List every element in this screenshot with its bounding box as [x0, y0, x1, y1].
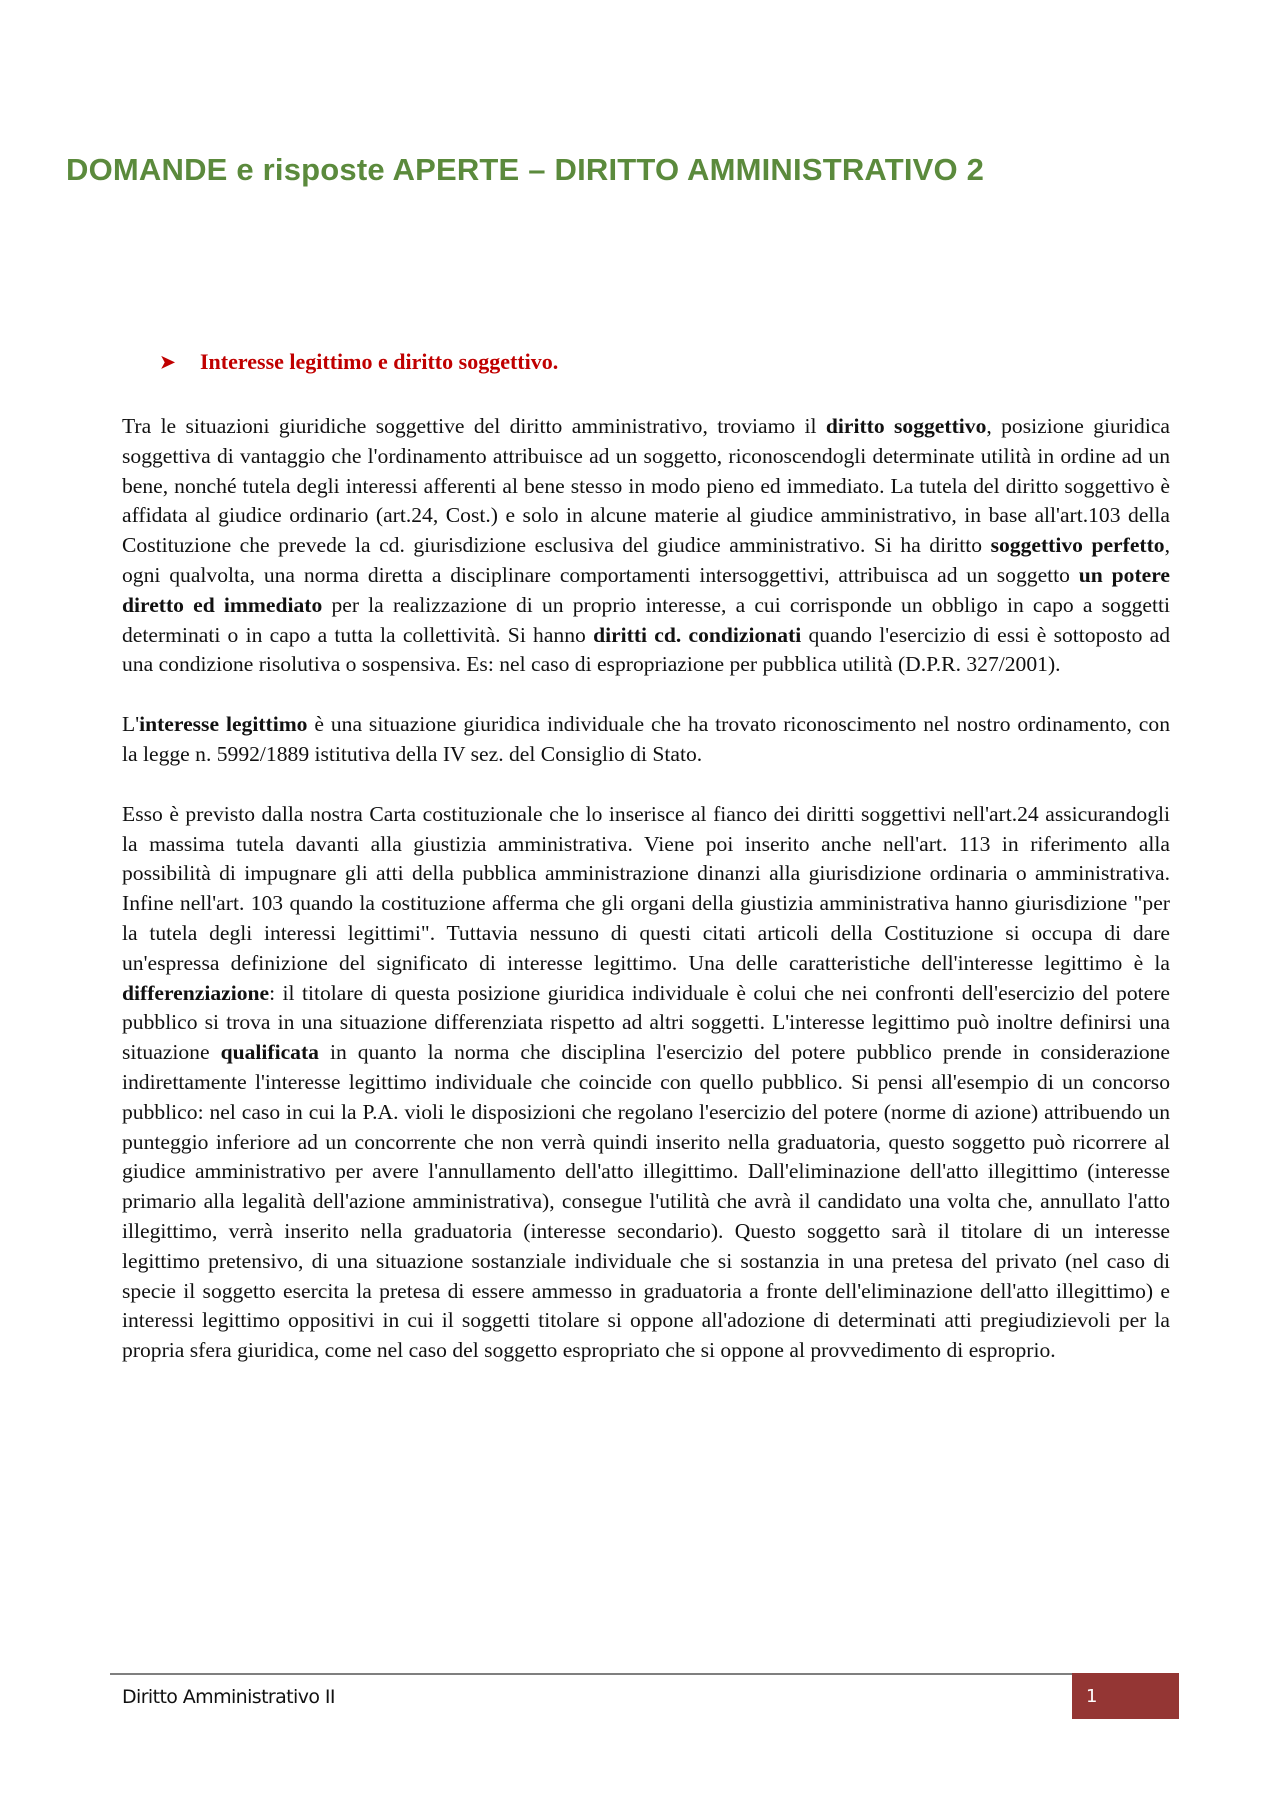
- bold-term: qualificata: [220, 1040, 319, 1065]
- bold-term: interesse legittimo: [139, 712, 308, 737]
- text-run: è una situazione giuridica individuale che ha trovato riconoscimento nel nostro ordinamento, con la legge n. 5992/1889 istitutiva della IV sez. del Consiglio di Stato.: [122, 712, 1170, 766]
- paragraph: [122, 800, 1170, 1366]
- text-run: per la realizzazione di un proprio interesse, a cui corrisponde un obbligo in capo a soggetti determinati o in capo a tutta la collettività. Si hanno: [122, 592, 1170, 647]
- footer-divider: [110, 1673, 1072, 1675]
- text-run: quando l'esercizio di essi è sottoposto ad una condizione risolutiva o sospensiva. Es: nel caso di espropriazione per pubblica utilità (D.P.R. 327/2001).: [122, 622, 1170, 677]
- page-number: 1: [1072, 1673, 1179, 1719]
- bold-term: un potere diretto ed immediato: [122, 562, 1170, 617]
- text-run: in quanto la norma che disciplina l'esercizio del potere pubblico prende in considerazione indirettamente l'interesse legittimo individuale che coincide con quello pubblico. Si pensi all'esempio di un concorso pubblico: nel caso in cui la P.A. violi le disposizioni che regolano l'esercizio del potere (norme di azione) attribuendo un punteggio inferiore ad un concorrente che non verrà quindi inserito nella graduatoria, questo soggetto può ricorrere al giudice amministrativo per avere l'annullamento dell'atto illegittimo. Dall'eliminazione dell'atto illegittimo (interesse primario alla legalità dell'azione amministrativa), consegue l'utilità che avrà il candidato una volta che, annullato l'atto illegittimo, verrà inserito nella graduatoria (interesse secondario). Questo soggetto sarà il titolare di un interesse legittimo pretensivo, di una situazione sostanziale individuale che si sostanzia in una pretesa del privato (nel caso di specie il soggetto esercita la pretesa di essere ammesso in graduatoria a fronte dell'eliminazione dell'atto illegittimo) e interessi legittimo oppositivi in cui il soggetti titolare si oppone all'adozione di determinati atti pregiudizievoli per la propria sfera giuridica, come nel caso del soggetto espropriato che si oppone al provvedimento di esproprio.: [122, 1040, 1170, 1363]
- arrowhead-bullet-icon: ➤: [160, 351, 176, 372]
- section-heading-text: Interesse legittimo e diritto soggettivo.: [200, 349, 559, 374]
- paragraph: [122, 412, 1170, 680]
- footer-title: Diritto Amministrativo II: [122, 1686, 335, 1708]
- text-run: , posizione giuridica soggettiva di vantaggio che l'ordinamento attribuisce ad un soggetto, riconoscendogli determinate utilità in ordine ad un bene, nonché tutela degli interessi afferenti al bene stesso in modo pieno ed immediato. La tutela del diritto soggettivo è affidata al giudice ordinario (art.24, Cost.) e solo in alcune materie al giudice amministrativo, in base all'art.103 della Costituzione che prevede la cd. giurisdizione esclusiva del giudice amministrativo. Si ha diritto: [122, 414, 1170, 558]
- text-run: : il titolare di questa posizione giuridica individuale è colui che nei confronti dell'esercizio del potere pubblico si trova in una situazione differenziata rispetto ad altri soggetti. L'interesse legittimo può inoltre definirsi una situazione: [122, 980, 1170, 1065]
- text-run: Esso è previsto dalla nostra Carta costituzionale che lo inserisce al fianco dei diritti soggettivi nell'art.24 assicurandogli la massima tutela davanti alla giustizia amministrativa. Viene poi inserito anche nell'art. 113 in riferimento alla possibilità di impugnare gli atti della pubblica amministrazione dinanzi alla giurisdizione ordinaria o amministrativa. Infine nell'art. 103 quando la costituzione afferma che gli organi della giustizia amministrativa hanno giurisdizione "per la tutela degli interessi legittimi". Tuttavia nessuno di questi citati articoli della Costituzione si occupa di dare un'espressa definizione del significato di interesse legittimo. Una delle caratteristiche dell'interesse legittimo è la: [122, 801, 1170, 975]
- text-run: , ogni qualvolta, una norma diretta a disciplinare comportamenti intersoggettivi, attribuisca ad un soggetto: [122, 533, 1170, 587]
- text-run: L': [122, 712, 140, 737]
- bold-term: diritto soggettivo: [825, 414, 987, 438]
- section-heading: [160, 349, 558, 375]
- bold-term: differenziazione: [122, 980, 270, 1005]
- bold-term: diritti cd. condizionati: [593, 622, 802, 647]
- bold-term: soggettivo perfetto: [990, 533, 1165, 558]
- document-title: DOMANDE e risposte APERTE – DIRITTO AMMINISTRATIVO 2: [66, 152, 985, 187]
- body-text: [122, 412, 1170, 1396]
- text-run: Tra le situazioni giuridiche soggettive del diritto amministrativo, troviamo il: [122, 414, 826, 438]
- paragraph: [122, 710, 1170, 770]
